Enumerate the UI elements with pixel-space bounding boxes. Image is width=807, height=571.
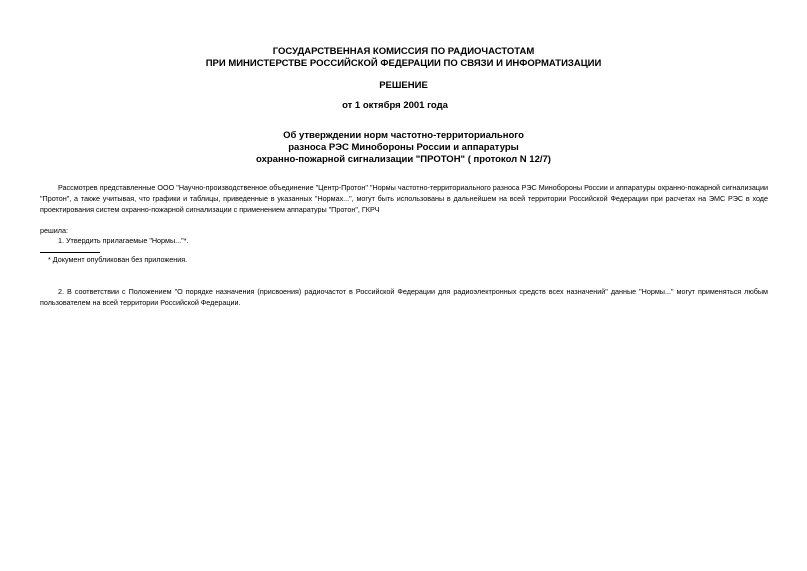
document-date: от 1 октября 2001 года (342, 100, 448, 111)
document-title-line3: охранно-пожарной сигнализации "ПРОТОН" ( протокол N 12/7) (256, 154, 551, 165)
document-title-line2: разноса РЭС Минобороны России и аппаратуры (288, 142, 519, 153)
decision-item-1: 1. Утвердить прилагаемые "Нормы..."*. (58, 236, 189, 245)
preamble-paragraph (40, 182, 768, 215)
decision-item-2: 2. В соответствии с Положением "О порядке назначения (присвоения) радиочастот в Российской Федерации для радиоэлектронных средств всех назначений" данные "Нормы..." могут применяться любым пользователем на всей территории Российской Федерации. (40, 287, 768, 307)
decision-item-2-paragraph (40, 286, 768, 308)
commission-name-line1: ГОСУДАРСТВЕННАЯ КОМИССИЯ ПО РАДИОЧАСТОТАМ (272, 46, 535, 57)
preamble-text: Рассмотрев представленные ООО "Научно-производственное объединение "Центр-Протон" "Нормы частотно-территориального разноса РЭС Минобороны России и аппаратуры охранно-пожарной сигнализации "Протон", а также учитывая, что графики и таблицы, приведенные в указанных "Нормах...", могут быть использованы в дальнейшем на всей территории Российской Федерации при расчетах на ЭМС РЭС в ходе проектирования систем охранно-пожарной сигнализации с применением аппаратуры "Протон", ГКРЧ (40, 183, 768, 214)
resolved-label: решила: (40, 226, 68, 235)
footnote-divider (40, 252, 100, 253)
document-title-line1: Об утверждении норм частотно-территориального (283, 130, 524, 141)
footnote: * Документ опубликован без приложения. (48, 255, 188, 264)
commission-name-line2: ПРИ МИНИСТЕРСТВЕ РОССИЙСКОЙ ФЕДЕРАЦИИ ПО СВЯЗИ И ИНФОРМАТИЗАЦИИ (205, 58, 602, 69)
document-type-heading: РЕШЕНИЕ (379, 80, 428, 91)
